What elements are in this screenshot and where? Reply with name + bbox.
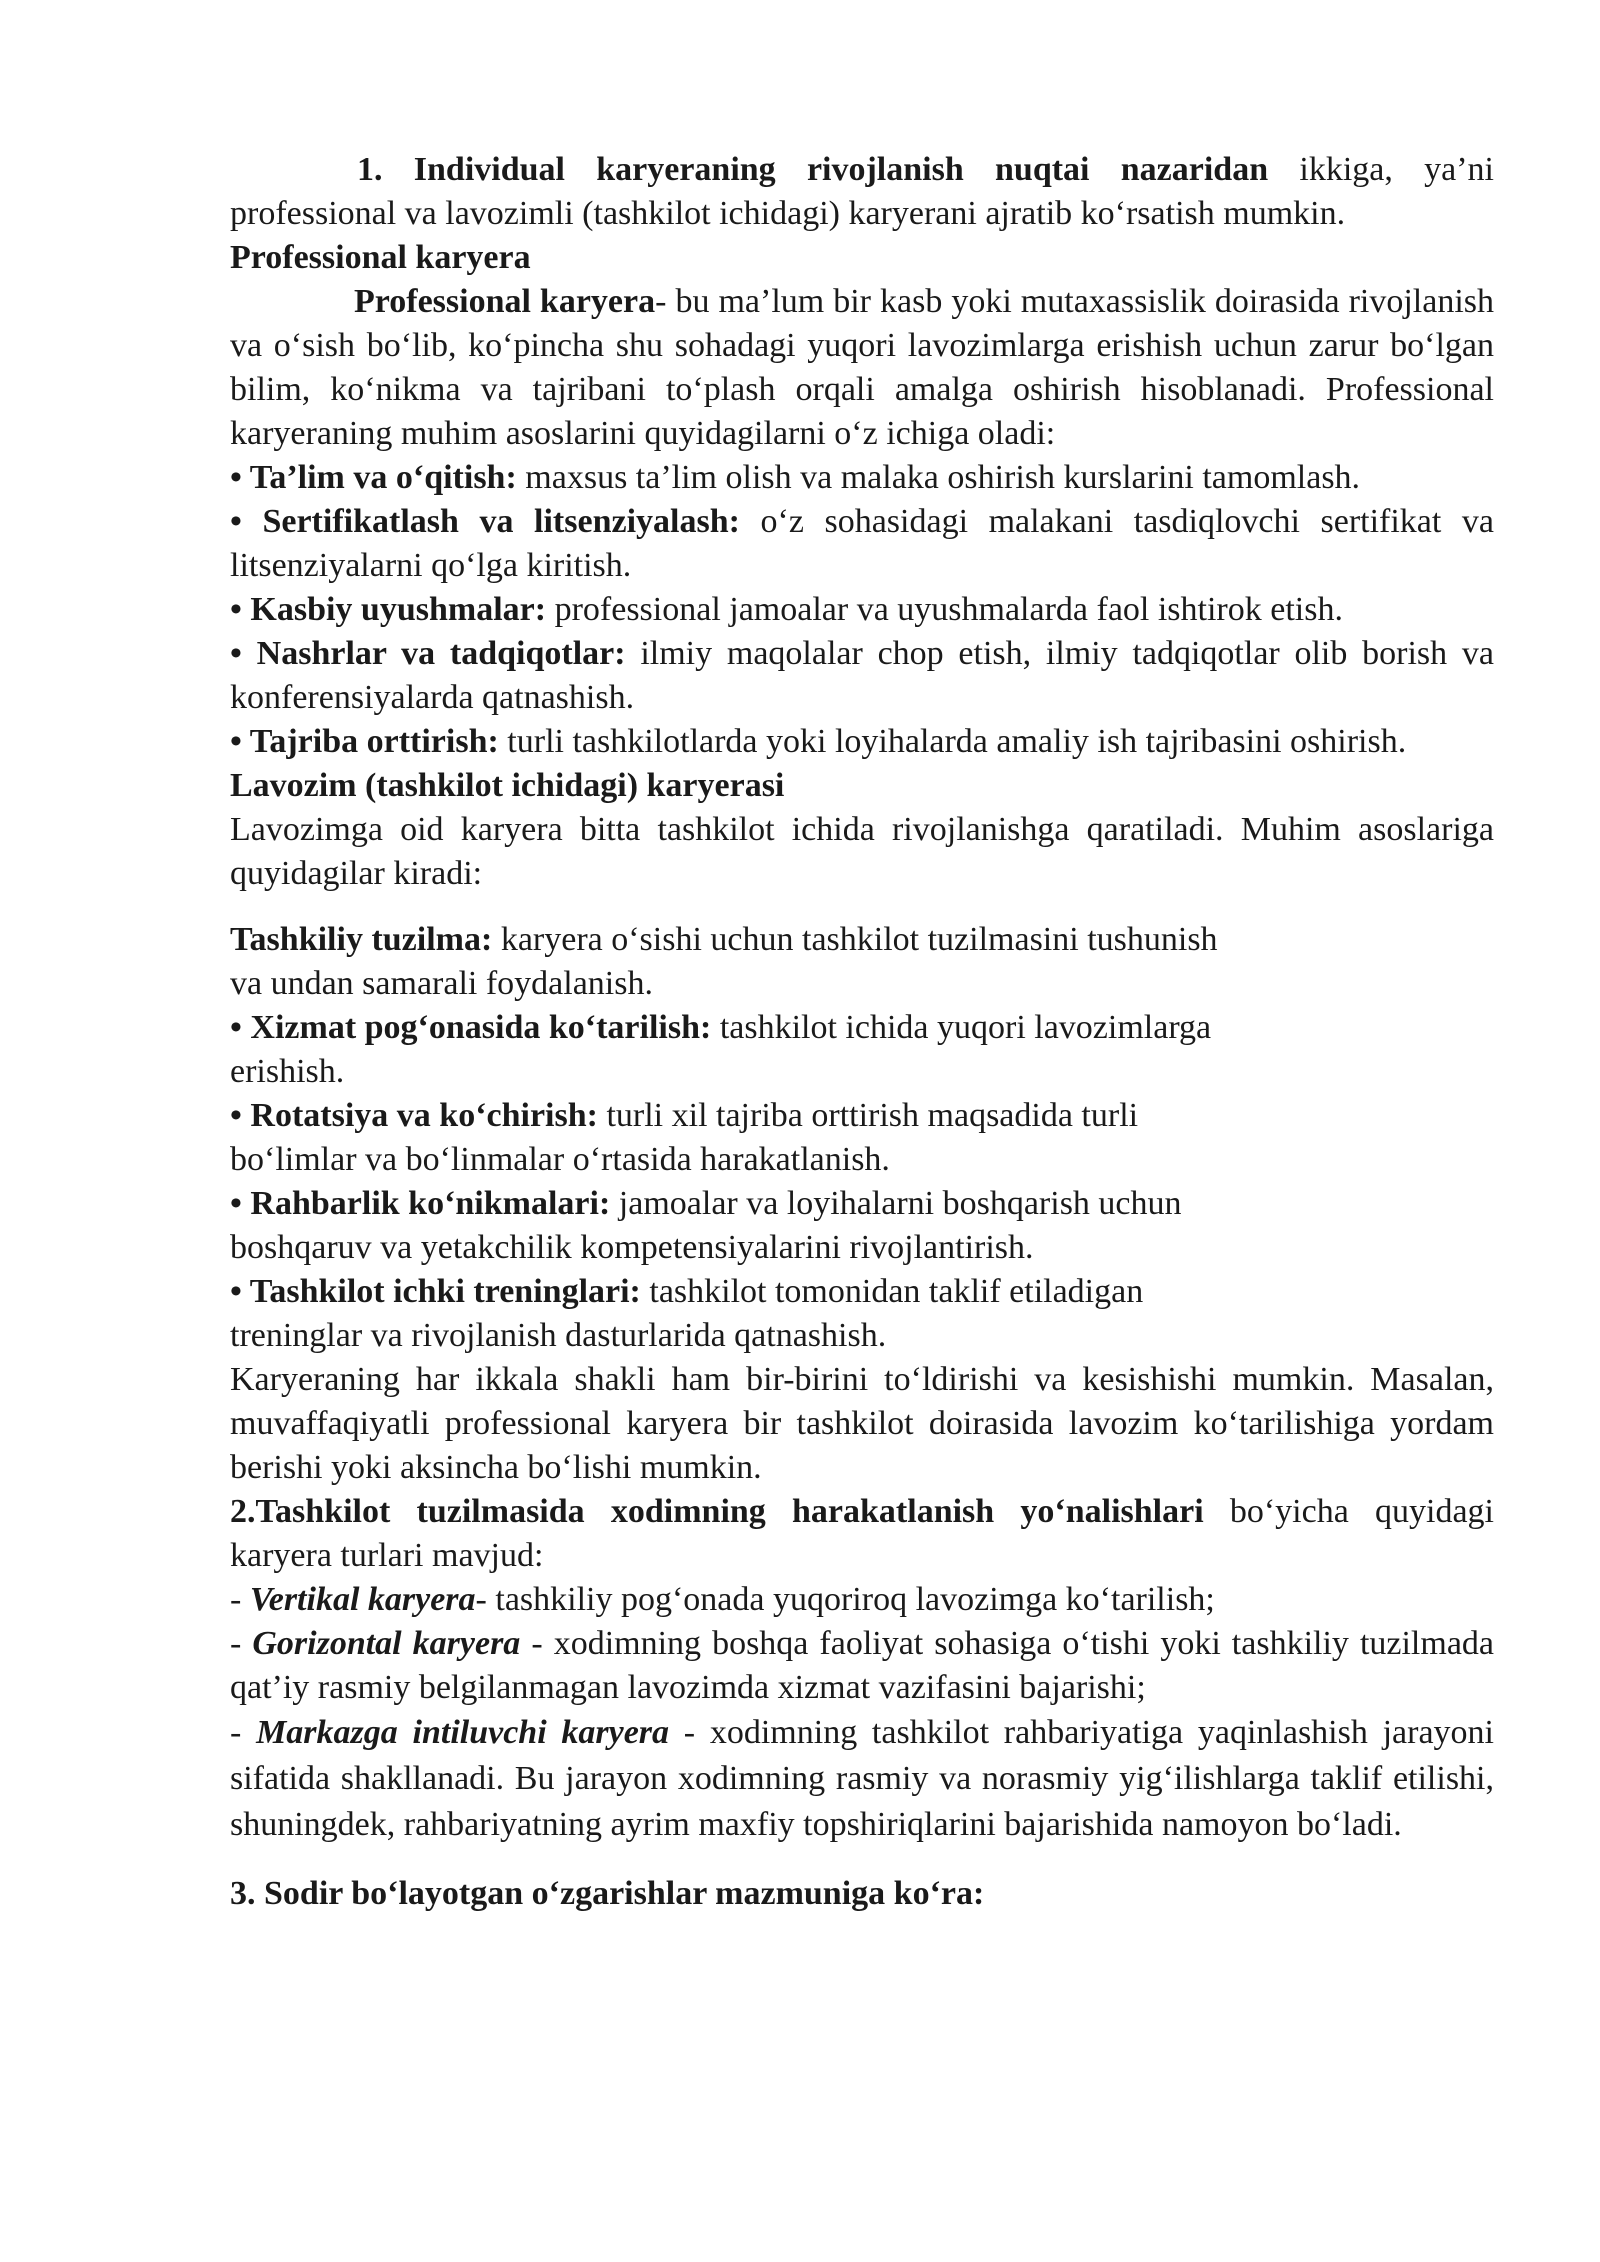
intro-text: ikkiga, ya’ni professional va lavozimli (tashkilot ichidagi) karyerani ajratib ko‘rsatish mumkin. (230, 151, 1494, 232)
position-intro: Lavozimga oid karyera bitta tashkilot ichida rivojlanishga qaratiladi. Muhim asoslariga quyidagilar kiradi: (230, 811, 1494, 892)
list-item-term: • Tashkilot ichki treninglari: (230, 1273, 641, 1310)
list-item-text: tashkilot ichida yuqori lavozimlarga (711, 1009, 1212, 1046)
list-item-term: • Rahbarlik ko‘nikmalari: (230, 1185, 611, 1222)
list-item-term: • Tajriba orttirish: (230, 723, 499, 760)
list-item (230, 1578, 1494, 1622)
list-item-text-cont: boshqaruv va yetakchilik kompetensiyalarini rivojlantirish. (230, 1229, 1034, 1266)
list-item-term: • Sertifikatlash va litsenziyalash: (230, 503, 740, 540)
list-item-term: • Kasbiy uyushmalar: (230, 591, 547, 628)
list-item-text: - xodimning boshqa faoliyat sohasiga o‘tishi yoki tashkiliy tuzilmada qat’iy rasmiy belgilanmagan lavozimda xizmat vazifasini bajarishi; (230, 1625, 1495, 1706)
list-item-text: - xodimning tashkilot rahbariyatiga yaqinlashish jarayoni sifatida shakllanadi. Bu jarayon xodimning rasmiy va norasmiy yig‘ilishlarga taklif etilishi, shuningdek, rahbariyatning ayrim maxfiy topshiriqlarini bajarishida namoyon bo‘ladi. (230, 1714, 1495, 1843)
list-item (230, 720, 1494, 764)
list-item-dash: - (230, 1714, 257, 1751)
intro-lead: 1. Individual karyeraning rivojlanish nuqtai nazaridan (357, 151, 1269, 188)
list-item-text-cont: erishish. (230, 1053, 345, 1090)
list-item-term: • Nashrlar va tadqiqotlar: (230, 635, 626, 672)
list-item-term: • Ta’lim va o‘qitish: (230, 459, 517, 496)
intro-paragraph (230, 148, 1494, 236)
list-item-text: karyera o‘sishi uchun tashkilot tuzilmasini tushunish (492, 921, 1218, 958)
list-item (230, 1622, 1494, 1710)
section2-intro (230, 1490, 1494, 1578)
list-item-text-cont: bo‘limlar va bo‘linmalar o‘rtasida harakatlanish. (230, 1141, 890, 1178)
list-item-text-cont: va undan samarali foydalanish. (230, 965, 653, 1002)
list-item-text: ilmiy maqolalar chop etish, ilmiy tadqiqotlar olib borish va konferensiyalarda qatnashish. (230, 635, 1494, 716)
list-item (230, 1710, 1494, 1848)
section3-heading: 3. Sodir bo‘layotgan o‘zgarishlar mazmuniga ko‘ra: (230, 1875, 985, 1912)
list-item (230, 1270, 1494, 1358)
professional-heading: Professional karyera (230, 239, 531, 276)
list-item-text: o‘z sohasidagi malakani tasdiqlovchi sertifikat va litsenziyalarni qo‘lga kiritish. (230, 503, 1494, 584)
summary-paragraph: Karyeraning har ikkala shakli ham bir-birini to‘ldirishi va kesishishi mumkin. Masalan, muvaffaqiyatli professional karyera bir tashkilot doirasida lavozim ko‘tarilishiga yordam berishi yoki aksincha bo‘lishi mumkin. (230, 1361, 1494, 1486)
list-item-text: turli tashkilotlarda yoki loyihalarda amaliy ish tajribasini oshirish. (498, 723, 1407, 760)
list-item-text: - tashkiliy pog‘onada yuqoriroq lavozimga ko‘tarilish; (475, 1581, 1215, 1618)
list-item-text: maxsus ta’lim olish va malaka oshirish kurslarini tamomlash. (516, 459, 1361, 496)
list-item-text: jamoalar va loyihalarni boshqarish uchun (610, 1185, 1182, 1222)
list-item (230, 1094, 1494, 1182)
list-item (230, 632, 1494, 720)
professional-definition-text: - bu ma’lum bir kasb yoki mutaxassislik doirasida rivojlanish va o‘sish bo‘lib, ko‘pincha shu sohadagi yuqori lavozimlarga erishish uchun zarur bo‘lgan bilim, ko‘nikma va tajribani to‘plash orqali amalga oshirish hisoblanadi. Professional karyeraning muhim asoslarini quyidagilarni o‘z ichiga oladi: (230, 283, 1494, 452)
position-list (230, 918, 1494, 1358)
list-item (230, 500, 1494, 588)
list-item (230, 1182, 1494, 1270)
list-item-dash: - (230, 1581, 250, 1618)
list-item-term: Markazga intiluvchi karyera (256, 1714, 670, 1751)
list-item-term: • Xizmat pog‘onasida ko‘tarilish: (230, 1009, 712, 1046)
list-item (230, 918, 1494, 1006)
section2-text: bo‘yicha quyidagi karyera turlari mavjud: (230, 1493, 1495, 1574)
document-page (230, 148, 1494, 1916)
list-item (230, 1006, 1494, 1094)
list-item-dash: - (230, 1625, 253, 1662)
list-item-term: Vertikal karyera (249, 1581, 476, 1618)
list-item-text: professional jamoalar va uyushmalarda faol ishtirok etish. (546, 591, 1343, 628)
list-item-text: tashkilot tomonidan taklif etiladigan (640, 1273, 1144, 1310)
position-heading: Lavozim (tashkilot ichidagi) karyerasi (230, 767, 785, 804)
list-item-term: Gorizontal karyera (252, 1625, 521, 1662)
professional-definition-lead: Professional karyera (354, 283, 656, 320)
list-item-text: turli xil tajriba orttirish maqsadida turli (597, 1097, 1139, 1134)
list-item (230, 588, 1494, 632)
list-item (230, 456, 1494, 500)
section2-lead: 2.Tashkilot tuzilmasida xodimning harakatlanish yo‘nalishlari (230, 1493, 1204, 1530)
list-item-text-cont: treninglar va rivojlanish dasturlarida qatnashish. (230, 1317, 887, 1354)
list-item-term: Tashkiliy tuzilma: (230, 921, 493, 958)
professional-definition (230, 280, 1494, 456)
list-item-term: • Rotatsiya va ko‘chirish: (230, 1097, 598, 1134)
